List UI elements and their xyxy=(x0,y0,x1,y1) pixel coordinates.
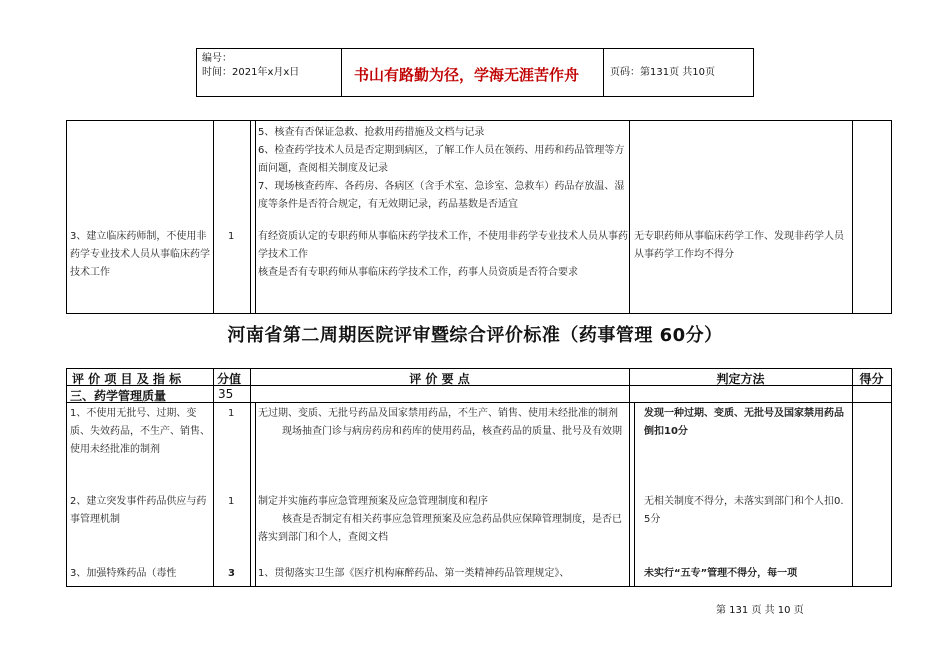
top-point-check: 核查是否有专职药师从事临床药学技术工作，药事人员资质是否符合要求 xyxy=(258,267,578,278)
top-row-points xyxy=(258,124,628,282)
row3-item: 3、加强特殊药品（毒性 xyxy=(70,568,177,579)
row2-point-2: 核查是否制定有相关药事应急管理预案及应急药品供应保障管理制度，是否已落实到部门和个人，查阅文档 xyxy=(258,514,622,543)
header-points: 评 价 要 点 xyxy=(409,372,470,386)
row2-point-1: 制定并实施药事应急管理预案及应急管理制度和程序 xyxy=(258,496,488,507)
top-row-score: 1 xyxy=(228,231,235,242)
top-row-method: 无专职药师从事临床药学工作、发现非药学人员从事药学工作均不得分 xyxy=(634,231,844,260)
row2-item: 2、建立突发事件药品供应与药事管理机制 xyxy=(70,496,207,525)
header-item: 评 价 项 目 及 指 标 xyxy=(72,372,182,386)
top-point-6: 6、检查药学技术人员是否定期到病区，了解工作人员在领药、用药和药品管理等方面问题，查阅相关制度及记录 xyxy=(258,145,625,174)
row1-item: 1、不使用无批号、过期、变质、失效药品，不生产、销售、使用未经批准的制剂 xyxy=(70,408,210,455)
row1-points xyxy=(258,405,628,441)
row2-points xyxy=(258,493,628,547)
section-score: 35 xyxy=(218,387,234,401)
row1-method: 发现一种过期、变质、无批号及国家禁用药品倒扣10分 xyxy=(644,408,844,437)
row3-score: 3 xyxy=(228,568,235,579)
row1-point-2: 现场抽查门诊与病房药房和药库的使用药品，核查药品的质量、批号及有效期 xyxy=(282,426,622,437)
top-point-5: 5、核查有否保证急救、抢救用药措施及文档与记录 xyxy=(258,127,485,138)
row3-point-1: 1、贯彻落实卫生部《医疗机构麻醉药品、第一类精神药品管理规定》、 xyxy=(258,568,570,579)
header-result: 得分 xyxy=(859,372,884,386)
section-label: 三、药学管理质量 xyxy=(70,389,167,403)
header-score: 分值 xyxy=(217,372,242,386)
row3-method: 未实行“五专”管理不得分，每一项 xyxy=(644,568,798,579)
page-title: 河南省第二周期医院评审暨综合评价标准（药事管理 60分） xyxy=(227,325,723,346)
top-point-7: 7、现场核查药库、各药房、各病区（含手术室、急诊室、急救车）药品存放温、湿度等条件是否符合规定，有无效期记录，药品基数是否适宜 xyxy=(258,181,625,210)
row1-score: 1 xyxy=(228,408,235,419)
header-time-label: 时间：2021年x月x日 xyxy=(202,67,300,78)
header-page-label: 页码：第131页 共10页 xyxy=(610,67,715,78)
header-motto: 书山有路勤为径，学海无涯苦作舟 xyxy=(354,66,580,84)
top-row-item: 3、建立临床药师制，不使用非药学专业技术人员从事临床药学技术工作 xyxy=(70,231,210,278)
row2-score: 1 xyxy=(228,496,235,507)
row1-point-1: 无过期、变质、无批号药品及国家禁用药品，不生产、销售、使用未经批准的制剂 xyxy=(258,408,618,419)
top-point-qualification: 有经资质认定的专职药师从事临床药学技术工作，不使用非药学专业技术人员从事药学技术工作 xyxy=(258,231,628,260)
row3-points xyxy=(258,565,628,583)
row2-method: 无相关制度不得分，未落实到部门和个人扣0.5分 xyxy=(644,496,844,525)
footer-page-label: 第 131 页 共 10 页 xyxy=(716,605,804,616)
header-method: 判定方法 xyxy=(716,372,765,386)
header-number-label: 编号： xyxy=(202,53,232,64)
